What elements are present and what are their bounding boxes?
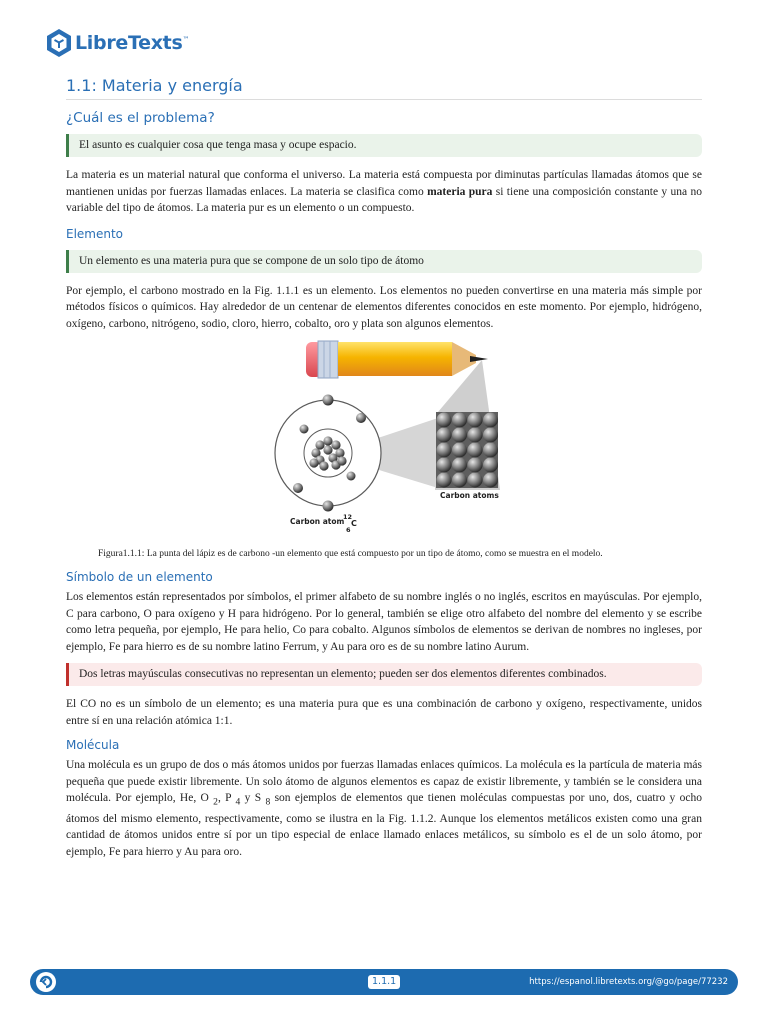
carbon-atom-label: Carbon atom	[290, 517, 345, 526]
pencil-graphite-tip	[470, 356, 488, 362]
lattice-carbon-atom	[468, 443, 483, 458]
libretexts-logo-icon	[46, 28, 72, 58]
electron	[300, 425, 309, 434]
lattice-carbon-atom	[468, 473, 483, 488]
lattice-carbon-atom	[437, 443, 452, 458]
definition-box-matter: El asunto es cualquier cosa que tenga masa y ocupe espacio.	[66, 134, 702, 157]
lattice-carbon-atom	[483, 413, 498, 428]
nucleon	[331, 440, 340, 449]
paragraph-matter: La materia es un material natural que conforma el universo. La materia está compuesta por diminutas partículas llamadas átomos que se mantienen unidas por fuerzas llamadas enlaces. La materia se clasifica como materia pura si tiene una composición constante y una no variable del tipo de átomos. La materia pur es un elemento o un compuesto.	[66, 169, 702, 214]
pencil-body	[338, 342, 452, 376]
lattice-carbon-atom	[452, 413, 467, 428]
nucleon	[319, 461, 328, 470]
lattice-carbon-atom	[483, 428, 498, 443]
nucleon	[315, 440, 324, 449]
lattice-carbon-atom	[437, 413, 452, 428]
lattice-carbon-atom	[452, 458, 467, 473]
lattice-carbon-atom	[452, 473, 467, 488]
page-content	[66, 76, 702, 860]
libretexts-logo[interactable]	[46, 28, 189, 58]
paragraph-symbol: Los elementos están representados por símbolos, el primer alfabeto de su nombre inglés o no inglés, escritos en mayúsculas. Por ejemplo, C para carbono, O para oxígeno y H para hidrógeno. Por lo general, también se elige otro alfabeto del nombre del elemento y se escribe como letra pequeña, por ejemplo, He para helio, Co para cobalto. Algunos símbolos de elementos se derivan de nombres no ingleses, por ejemplo, Fe para hierro es de su nombre latino Ferrum, y Au para oro es de su nombre latino Aurum.	[66, 591, 702, 653]
lattice-carbon-atom	[468, 413, 483, 428]
isotope-mass-number: 12	[343, 513, 353, 521]
electron	[347, 472, 356, 481]
lattice-carbon-atom	[437, 428, 452, 443]
paragraph-element: Por ejemplo, el carbono mostrado en la Fig. 1.1.1 es un elemento. Los elementos no pueden convertirse en una materia más simple por métodos físicos o químicos. Hay alrededor de un centenar de elementos diferentes conocidos en este momento. Por ejemplo, hidrógeno, oxígeno, carbono, nitrógeno, sodio, cloro, hierro, cobalto, oro y plata son algunos elementos.	[66, 284, 702, 330]
pencil-ferrule	[318, 341, 338, 378]
electron	[323, 395, 334, 406]
nucleon	[309, 458, 318, 467]
warning-box-two-capitals: Dos letras mayúsculas consecutivas no representan un elemento; pueden ser dos elementos diferentes combinados.	[66, 663, 702, 686]
isotope-symbol: C	[351, 519, 357, 528]
lattice-carbon-atom	[437, 458, 452, 473]
lattice-carbon-atom	[483, 458, 498, 473]
electron	[293, 483, 303, 493]
lattice-carbon-atom	[452, 428, 467, 443]
figure-carbon-pencil	[66, 338, 702, 548]
brand-name: LibreTexts™	[75, 32, 190, 54]
pencil-carbon-illustration	[66, 338, 702, 548]
nucleon	[323, 436, 332, 445]
paragraph-co: El CO no es un símbolo de un elemento; es una materia pura que es una combinación de carbono y oxígeno, respectivamente, unidos entre sí en una relación atómica 1:1.	[66, 698, 702, 727]
lattice-carbon-atom	[483, 473, 498, 488]
section-heading-symbol: Símbolo de un elemento	[66, 570, 213, 584]
section-heading-problem: ¿Cuál es el problema?	[66, 110, 215, 126]
electron	[323, 501, 334, 512]
electron	[356, 413, 366, 423]
lattice-carbon-atom	[452, 443, 467, 458]
definition-box-element: Un elemento es una materia pura que se compone de un solo tipo de átomo	[66, 250, 702, 273]
page-title: 1.1: Materia y energía	[66, 76, 702, 100]
figure-caption: Figura1.1.1: La punta del lápiz es de carbono -un elemento que está compuesto por un tipo de átomo, como se muestra en el modelo.	[98, 549, 603, 559]
nucleon	[337, 456, 346, 465]
carbon-atoms-label: Carbon atoms	[440, 491, 499, 500]
lattice-carbon-atom	[483, 443, 498, 458]
section-heading-molecule: Molécula	[66, 738, 120, 752]
lattice-carbon-atom	[437, 473, 452, 488]
nucleon	[323, 445, 332, 454]
libretexts-footer-icon[interactable]	[36, 972, 56, 992]
bold-term-materia-pura: materia pura	[427, 185, 493, 198]
isotope-atomic-number: 6	[346, 526, 351, 534]
page-url-link[interactable]: https://espanol.libretexts.org/@go/page/77232	[529, 977, 728, 987]
lattice-carbon-atom	[468, 428, 483, 443]
paragraph-molecule: Una molécula es un grupo de dos o más átomos unidos por fuerzas llamadas enlaces químicos. La molécula es la partícula de materia más pequeña que puede existir libremente. Un solo átomo de algunos elementos es capaz de existir libremente, y también se le considera una molécula. Por ejemplo, He, O $_2$, P $_4$ y S $_8$ son ejemplos de elementos que tienen moléculas compuestas por uno, dos, cuatro y ocho átomos del mismo elemento, respectivamente, como se ilustra en la Fig. 1.1.2. Aunque los elementos metálicos existen como una gran cantidad de átomos unidos entre sí por un tipo especial de enlace llamado enlaces metálicos, su símbolo es el de un solo átomo, por ejemplo, Fe para hierro y Au para oro.	[66, 759, 702, 858]
section-heading-element: Elemento	[66, 226, 124, 241]
lattice-carbon-atom	[468, 458, 483, 473]
page-number: 1.1.1	[368, 975, 400, 989]
footer-bar	[30, 969, 738, 995]
